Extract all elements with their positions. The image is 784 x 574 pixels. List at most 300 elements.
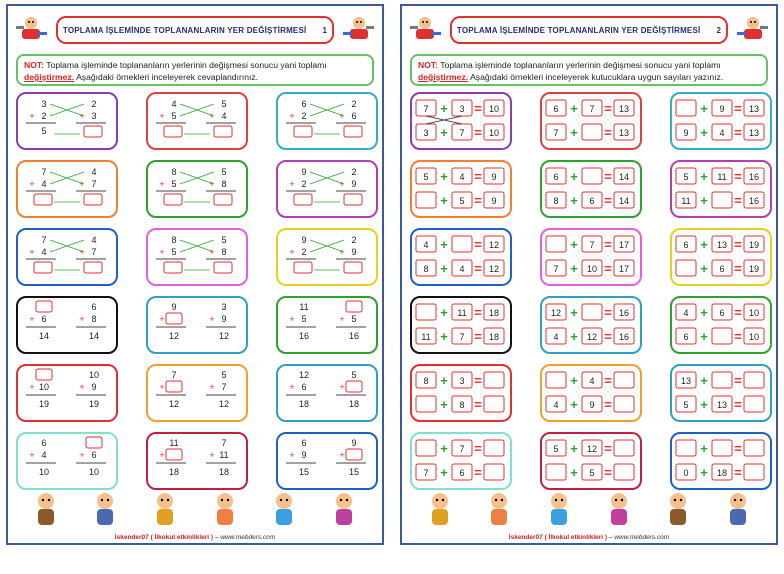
addend-top: 6	[41, 438, 47, 448]
addend-bottom: 5	[171, 247, 177, 257]
addend-top: 5	[221, 235, 227, 245]
equals-sign: =	[604, 125, 612, 140]
number-value: 5	[683, 400, 689, 410]
number-box[interactable]	[546, 372, 566, 388]
exercise-card	[146, 228, 248, 286]
exercise-card	[16, 432, 118, 490]
equals-sign: =	[474, 169, 482, 184]
footer-characters	[410, 489, 768, 529]
number-value: 7	[589, 240, 595, 250]
addend-top: 4	[91, 235, 97, 245]
addend-top-box[interactable]	[86, 437, 102, 448]
sum-box[interactable]	[164, 126, 182, 137]
addend-bottom: 5	[301, 314, 307, 324]
number-box[interactable]	[452, 236, 472, 252]
number-box[interactable]	[676, 440, 696, 456]
exercise-card	[410, 432, 512, 490]
plus-sign: +	[570, 397, 578, 412]
sum-value: 15	[298, 467, 310, 477]
addend-top: 3	[41, 99, 47, 109]
note-text: Toplama işleminde toplananların yerlerinin değişmesi sonucu yani toplamı	[46, 60, 327, 70]
addend-top: 11	[299, 302, 309, 312]
addend-bottom: 2	[301, 111, 307, 121]
addend-top: 6	[91, 302, 97, 312]
number-box[interactable]	[546, 236, 566, 252]
addend-bottom: 7	[221, 382, 227, 392]
number-value: 4	[589, 376, 595, 386]
note-label: NOT:	[24, 60, 45, 70]
number-value: 4	[459, 172, 465, 182]
sum-value: 16	[298, 331, 310, 341]
addend-bottom: 6	[351, 111, 357, 121]
number-value: 13	[716, 400, 728, 410]
plus-sign: +	[440, 305, 448, 320]
equals-sign: =	[734, 441, 742, 456]
number-value: 7	[589, 104, 595, 114]
addend-bottom: 4	[41, 450, 47, 460]
number-value: 4	[553, 400, 559, 410]
sum-value: 14	[38, 331, 50, 341]
addend-bottom: 9	[351, 247, 357, 257]
worksheet-title-banner	[56, 16, 334, 44]
exercise-card	[670, 432, 772, 490]
sum-value: 12	[218, 399, 230, 409]
girl-icon	[481, 489, 517, 529]
number-value: 7	[423, 468, 429, 478]
addend-bottom: 5	[351, 314, 357, 324]
number-box[interactable]	[744, 396, 764, 412]
number-box[interactable]	[712, 192, 732, 208]
addend-bottom-box[interactable]	[166, 449, 182, 460]
addend-bottom: 8	[221, 247, 227, 257]
equals-sign: =	[474, 193, 482, 208]
number-box[interactable]	[416, 440, 436, 456]
equals-sign: =	[474, 261, 482, 276]
tools-kid-icon	[342, 14, 376, 44]
sum-value: 18	[168, 467, 180, 477]
page-number: 2	[716, 25, 722, 35]
number-value: 17	[618, 240, 630, 250]
plus-sign: +	[440, 441, 448, 456]
note-emphasis: değiştirmez.	[418, 72, 469, 82]
equals-sign: =	[734, 329, 742, 344]
number-value: 9	[491, 196, 497, 206]
plus-sign: +	[159, 179, 165, 189]
number-value: 10	[488, 128, 500, 138]
number-box[interactable]	[676, 100, 696, 116]
curly-kid-icon	[660, 489, 696, 529]
addend-bottom: 3	[91, 111, 97, 121]
number-value: 17	[618, 264, 630, 274]
exercise-card	[410, 92, 512, 150]
number-box[interactable]	[582, 304, 602, 320]
number-box[interactable]	[712, 372, 732, 388]
number-value: 4	[683, 308, 689, 318]
equals-sign: =	[604, 101, 612, 116]
addend-bottom: 6	[41, 314, 47, 324]
exercise-card	[410, 228, 512, 286]
credit-line	[406, 534, 772, 541]
equals-sign: =	[734, 305, 742, 320]
number-box[interactable]	[484, 440, 504, 456]
sum-value: 12	[168, 331, 180, 341]
addend-bottom: 9	[301, 450, 307, 460]
number-value: 4	[459, 264, 465, 274]
addend-bottom: 2	[41, 111, 47, 121]
sum-box[interactable]	[344, 194, 362, 205]
addend-bottom: 5	[171, 111, 177, 121]
bear-icon	[28, 489, 64, 529]
plus-sign: +	[29, 247, 35, 257]
note-emphasis: değiştirmez.	[24, 72, 75, 82]
number-box[interactable]	[416, 192, 436, 208]
plus-sign: +	[440, 465, 448, 480]
addend-top: 7	[41, 235, 47, 245]
equals-sign: =	[734, 125, 742, 140]
exercise-card	[276, 160, 378, 218]
header	[14, 10, 376, 46]
exercise-card	[670, 160, 772, 218]
exercise-card	[146, 364, 248, 422]
number-box[interactable]	[416, 396, 436, 412]
plus-sign: +	[29, 314, 35, 324]
plus-sign: +	[440, 329, 448, 344]
addend-top: 2	[351, 235, 357, 245]
equals-sign: =	[734, 237, 742, 252]
addend-top-box[interactable]	[36, 369, 52, 380]
sum-box[interactable]	[214, 194, 232, 205]
number-box[interactable]	[484, 372, 504, 388]
number-value: 8	[423, 264, 429, 274]
addend-bottom-box[interactable]	[166, 313, 182, 324]
plus-sign: +	[79, 314, 85, 324]
sum-box[interactable]	[34, 194, 52, 205]
number-box[interactable]	[614, 372, 634, 388]
equals-sign: =	[604, 305, 612, 320]
number-value: 16	[618, 332, 630, 342]
number-value: 9	[683, 128, 689, 138]
number-box[interactable]	[582, 168, 602, 184]
exercise-card	[410, 364, 512, 422]
plus-sign: +	[700, 465, 708, 480]
number-box[interactable]	[484, 464, 504, 480]
number-value: 4	[423, 240, 429, 250]
number-value: 7	[553, 128, 559, 138]
number-value: 16	[748, 172, 760, 182]
note-box	[410, 54, 768, 86]
plus-sign: +	[339, 450, 345, 460]
sum-box[interactable]	[84, 194, 102, 205]
equals-sign: =	[474, 101, 482, 116]
exercise-card	[146, 160, 248, 218]
number-value: 7	[459, 444, 465, 454]
equals-sign: =	[734, 101, 742, 116]
sum-box[interactable]	[294, 262, 312, 273]
exercise-card	[670, 364, 772, 422]
plus-sign: +	[700, 193, 708, 208]
plus-sign: +	[570, 101, 578, 116]
plus-sign: +	[159, 314, 165, 324]
equals-sign: =	[474, 465, 482, 480]
plus-sign: +	[700, 373, 708, 388]
plus-sign: +	[570, 441, 578, 456]
number-value: 6	[719, 264, 725, 274]
equals-sign: =	[604, 169, 612, 184]
number-box[interactable]	[676, 260, 696, 276]
page-number: 1	[322, 25, 328, 35]
note-instruction: Aşağıdaki örnekleri inceleyerek kutucuklara uygun sayıları yazınız.	[470, 72, 724, 82]
addend-top: 2	[351, 99, 357, 109]
addend-top: 10	[88, 370, 100, 380]
number-value: 5	[459, 196, 465, 206]
plus-sign: +	[209, 314, 215, 324]
plus-sign: +	[339, 314, 345, 324]
number-value: 5	[683, 172, 689, 182]
addend-top: 5	[351, 370, 357, 380]
exercise-card	[670, 92, 772, 150]
addend-bottom: 4	[221, 111, 227, 121]
addend-top: 7	[171, 370, 177, 380]
addend-top-box[interactable]	[346, 301, 362, 312]
worksheet-title: TOPLAMA İŞLEMİNDE TOPLANANLARIN YER DEĞİŞTİRMESİ	[62, 25, 307, 35]
number-value: 16	[618, 308, 630, 318]
exercise-card	[540, 228, 642, 286]
number-value: 6	[553, 104, 559, 114]
footer	[406, 489, 772, 541]
plus-sign: +	[79, 382, 85, 392]
credit-name: İskender07 ( İlkokul etkinlikleri )	[508, 534, 608, 541]
number-value: 7	[459, 332, 465, 342]
plus-sign: +	[570, 237, 578, 252]
addend-bottom-box[interactable]	[346, 381, 362, 392]
addend-bottom: 7	[91, 179, 97, 189]
addend-bottom: 9	[221, 314, 227, 324]
plus-sign: +	[570, 125, 578, 140]
worksheet-title: TOPLAMA İŞLEMİNDE TOPLANANLARIN YER DEĞİŞTİRMESİ	[456, 25, 701, 35]
addend-top: 6	[301, 438, 307, 448]
number-value: 8	[423, 376, 429, 386]
sum-box[interactable]	[294, 194, 312, 205]
number-value: 11	[457, 308, 467, 318]
plus-sign: +	[339, 179, 345, 189]
number-value: 3	[459, 104, 465, 114]
exercise-card	[670, 296, 772, 354]
addend-bottom: 6	[91, 450, 97, 460]
plus-sign: +	[700, 169, 708, 184]
equals-sign: =	[474, 373, 482, 388]
plus-sign: +	[570, 373, 578, 388]
sum-box[interactable]	[164, 194, 182, 205]
credit-site: – www.mebders.com	[213, 534, 276, 541]
sum-value: 10	[88, 467, 100, 477]
plus-sign: +	[570, 193, 578, 208]
number-box[interactable]	[614, 464, 634, 480]
plus-sign: +	[570, 465, 578, 480]
equals-sign: =	[604, 441, 612, 456]
addend-top-box[interactable]	[36, 301, 52, 312]
addend-top: 4	[171, 99, 177, 109]
number-value: 8	[553, 196, 559, 206]
number-box[interactable]	[712, 328, 732, 344]
addend-bottom: 7	[91, 247, 97, 257]
plus-sign: +	[339, 111, 345, 121]
number-box[interactable]	[614, 440, 634, 456]
number-value: 13	[748, 104, 760, 114]
number-value: 6	[459, 468, 465, 478]
addend-top: 12	[298, 370, 310, 380]
number-value: 18	[716, 468, 728, 478]
number-value: 19	[748, 240, 760, 250]
equals-sign: =	[734, 373, 742, 388]
addend-top: 3	[221, 302, 227, 312]
exercise-card	[410, 296, 512, 354]
number-value: 12	[586, 444, 598, 454]
equals-sign: =	[604, 465, 612, 480]
number-value: 12	[488, 264, 500, 274]
number-value: 6	[719, 308, 725, 318]
number-value: 9	[491, 172, 497, 182]
bird-icon	[147, 489, 183, 529]
plus-sign: +	[209, 450, 215, 460]
dragon-icon	[207, 489, 243, 529]
plus-sign: +	[159, 111, 165, 121]
note-label: NOT:	[418, 60, 439, 70]
plus-sign: +	[440, 261, 448, 276]
addend-top: 9	[351, 438, 357, 448]
number-value: 5	[423, 172, 429, 182]
plus-sign: +	[159, 450, 165, 460]
header	[408, 10, 770, 46]
plus-sign: +	[440, 237, 448, 252]
addend-bottom: 2	[301, 247, 307, 257]
sum-box[interactable]	[344, 126, 362, 137]
number-box[interactable]	[744, 440, 764, 456]
sum-value: 18	[218, 467, 230, 477]
number-value: 13	[618, 104, 630, 114]
number-value: 6	[553, 172, 559, 182]
addend-bottom-box[interactable]	[346, 449, 362, 460]
exercise-card	[540, 92, 642, 150]
sum-box[interactable]	[34, 262, 52, 273]
sum-value: 19	[38, 399, 50, 409]
plus-sign: +	[29, 111, 35, 121]
equals-sign: =	[604, 237, 612, 252]
plus-sign: +	[79, 111, 85, 121]
number-value: 18	[488, 308, 500, 318]
number-box[interactable]	[744, 464, 764, 480]
tools-kid-icon	[736, 14, 770, 44]
addend-bottom: 4	[41, 179, 47, 189]
equals-sign: =	[474, 397, 482, 412]
addend-top: 8	[171, 235, 177, 245]
sum-box[interactable]	[294, 126, 312, 137]
exercise-card	[540, 364, 642, 422]
plus-sign: +	[570, 329, 578, 344]
sum-box[interactable]	[164, 262, 182, 273]
sum-box[interactable]	[214, 262, 232, 273]
plus-sign: +	[209, 382, 215, 392]
addend-top: 9	[171, 302, 177, 312]
exercise-card	[540, 296, 642, 354]
plus-sign: +	[79, 247, 85, 257]
plus-sign: +	[440, 101, 448, 116]
number-value: 7	[553, 264, 559, 274]
number-value: 12	[488, 240, 500, 250]
plus-sign: +	[700, 101, 708, 116]
equals-sign: =	[474, 125, 482, 140]
number-box[interactable]	[582, 124, 602, 140]
number-box[interactable]	[712, 440, 732, 456]
plus-sign: +	[289, 314, 295, 324]
plus-sign: +	[209, 179, 215, 189]
plus-sign: +	[570, 261, 578, 276]
exercise-card	[670, 228, 772, 286]
plus-sign: +	[289, 179, 295, 189]
exercise-card	[146, 296, 248, 354]
man-icon	[87, 489, 123, 529]
number-value: 9	[719, 104, 725, 114]
plus-sign: +	[159, 382, 165, 392]
plus-sign: +	[440, 169, 448, 184]
plus-sign: +	[700, 125, 708, 140]
plus-sign: +	[289, 382, 295, 392]
addend-top: 9	[301, 235, 307, 245]
equals-sign: =	[734, 465, 742, 480]
number-box[interactable]	[744, 372, 764, 388]
addend-bottom: 11	[219, 450, 229, 460]
number-box[interactable]	[614, 396, 634, 412]
addend-top: 6	[301, 99, 307, 109]
note-box	[16, 54, 374, 86]
sum-value: 15	[348, 467, 360, 477]
exercise-card	[276, 296, 378, 354]
sum-box[interactable]	[344, 262, 362, 273]
exercise-card	[16, 296, 118, 354]
addend-top: 5	[221, 370, 227, 380]
number-value: 5	[589, 468, 595, 478]
footer	[12, 489, 378, 541]
exercise-card	[276, 228, 378, 286]
number-box[interactable]	[416, 304, 436, 320]
tools-kid-icon	[408, 14, 442, 44]
number-value: 8	[459, 400, 465, 410]
addend-top: 2	[91, 99, 97, 109]
number-box[interactable]	[546, 464, 566, 480]
plus-sign: +	[700, 441, 708, 456]
number-box[interactable]	[484, 396, 504, 412]
plus-sign: +	[440, 373, 448, 388]
sum-value: 10	[38, 467, 50, 477]
plus-sign: +	[700, 305, 708, 320]
addend-top: 7	[221, 438, 227, 448]
sum-box[interactable]	[84, 126, 102, 137]
number-value: 3	[423, 128, 429, 138]
sum-box[interactable]	[214, 126, 232, 137]
plus-sign: +	[29, 450, 35, 460]
sum-box[interactable]	[84, 262, 102, 273]
number-value: 0	[683, 468, 689, 478]
number-value: 11	[421, 332, 431, 342]
equals-sign: =	[604, 329, 612, 344]
number-value: 10	[748, 308, 760, 318]
sum-value: 19	[88, 399, 100, 409]
addend-bottom: 9	[351, 179, 357, 189]
plus-sign: +	[339, 382, 345, 392]
plus-sign: +	[700, 261, 708, 276]
exercise-card	[276, 92, 378, 150]
equals-sign: =	[474, 329, 482, 344]
addend-bottom-box[interactable]	[166, 381, 182, 392]
